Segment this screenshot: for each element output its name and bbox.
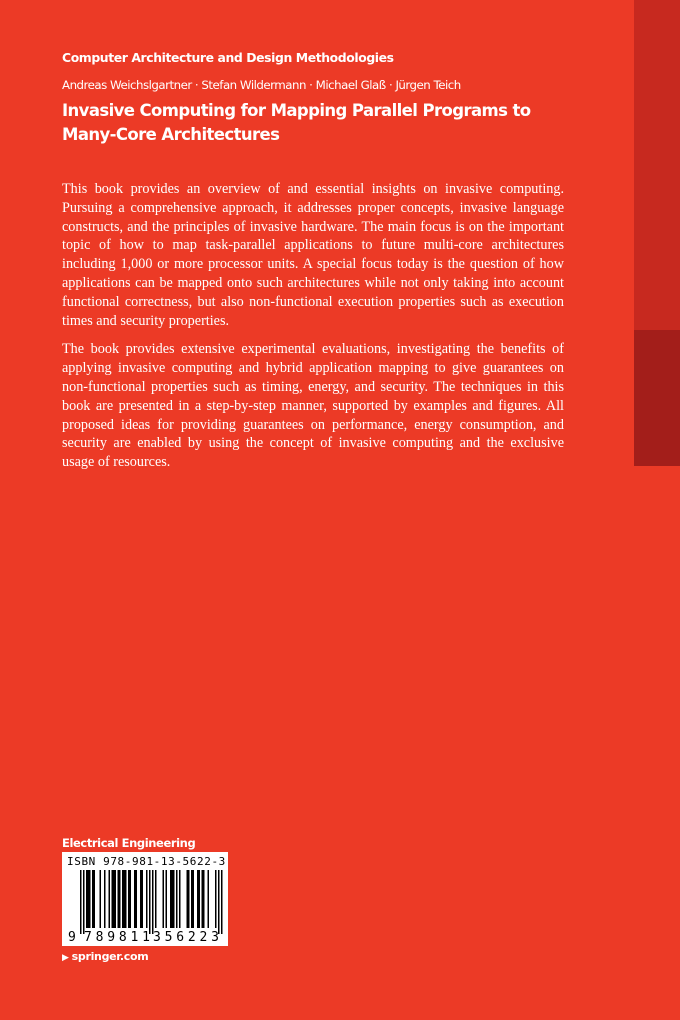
isbn-barcode: [62, 852, 228, 946]
barcode-bar: [166, 870, 168, 928]
barcode-bar: [134, 870, 136, 928]
barcode-bar: [104, 870, 106, 928]
barcode-bar: [187, 870, 189, 928]
abstract-paragraph-2: The book provides extensive experimental evaluations, investigating the benefits of applying invasive computing and hybrid application mapping to give guarantees on non-functional properties such as timing, energy, and security. The techniques in this book are presented in a step-by-step manner, supported by examples and figures. All proposed ideas for providing guarantees on performance, energy consumption, and security are enabled by using the concept of invasive computing and the exclusive usage of resources.: [62, 341, 564, 471]
barcode-bar: [221, 870, 223, 934]
barcode-bar: [122, 870, 124, 928]
barcode-bar: [142, 870, 144, 928]
barcode-bar: [203, 870, 205, 928]
barcode-bar: [92, 870, 94, 928]
barcode-bar: [80, 870, 82, 934]
barcode-bar: [208, 870, 210, 928]
arrow-right-icon: ▶: [62, 953, 69, 963]
barcode-bar: [193, 870, 195, 928]
barcode-bar: [163, 870, 165, 928]
subject-category: Electrical Engineering: [62, 836, 196, 850]
barcode-bar: [146, 870, 148, 928]
barcode-bar: [176, 870, 178, 928]
barcode-bar: [179, 870, 181, 928]
barcode-bar: [124, 870, 126, 928]
barcode-bar: [115, 870, 117, 928]
publisher-link[interactable]: [62, 950, 148, 963]
barcode-bar: [149, 870, 151, 934]
barcode-left-group: 789811: [84, 930, 150, 945]
abstract-paragraph-1: This book provides an overview of and essential insights on invasive computing. Pursuing a comprehensive approach, it addresses proper concepts, invasive language constructs, and the principles of invasive hardware. The main focus is on the important topic of how to map task-parallel applications to future multi-core architectures including 1,000 or more processor units. A special focus today is the question of how applications can be mapped onto such architectures while not only taking into account functional correctness, but also non-functional execution properties such as execution times and security properties.: [62, 181, 564, 329]
series-title: Computer Architecture and Design Methodologies: [62, 50, 394, 65]
back-cover-abstract: [62, 180, 564, 482]
barcode-bar: [140, 870, 142, 928]
barcode-bar: [118, 870, 120, 928]
barcode-bar: [89, 870, 91, 928]
book-title: Invasive Computing for Mapping Parallel Programs to Many-Core Architectures: [62, 101, 531, 144]
barcode-bar: [191, 870, 193, 928]
spine-color-tab: [634, 0, 680, 330]
barcode-bar: [155, 870, 157, 928]
barcode-first-digit: 9: [68, 930, 76, 945]
barcode-right-group: 356223: [153, 930, 219, 945]
barcode-bar: [83, 870, 85, 934]
barcode-bar: [152, 870, 154, 934]
author-list: Andreas Weichslgartner · Stefan Wildermann · Michael Glaß · Jürgen Teich: [62, 78, 461, 92]
barcode-bar: [128, 870, 130, 928]
barcode-bar: [172, 870, 174, 928]
barcode-bar: [88, 870, 90, 928]
isbn-label: ISBN 978-981-13-5622-3: [67, 855, 226, 868]
barcode-bars: [80, 870, 223, 934]
publisher-url: springer.com: [71, 950, 149, 963]
barcode-bar: [199, 870, 201, 928]
barcode-bar: [188, 870, 190, 928]
barcode-bar: [173, 870, 175, 928]
barcode-bar: [125, 870, 127, 928]
barcode-bar: [130, 870, 132, 928]
barcode-bar: [136, 870, 138, 928]
barcode-bar: [215, 870, 217, 928]
barcode-bar: [109, 870, 111, 928]
spine-color-tab-dark: [634, 330, 680, 466]
barcode-bar: [113, 870, 115, 928]
barcode-bar: [112, 870, 114, 928]
barcode-bar: [197, 870, 199, 928]
barcode-bar: [170, 870, 172, 928]
barcode-bar: [86, 870, 88, 928]
barcode-bar: [100, 870, 102, 928]
barcode-bar: [119, 870, 121, 928]
barcode-bar: [202, 870, 204, 928]
barcode-bar: [218, 870, 220, 934]
barcode-bar: [94, 870, 96, 928]
